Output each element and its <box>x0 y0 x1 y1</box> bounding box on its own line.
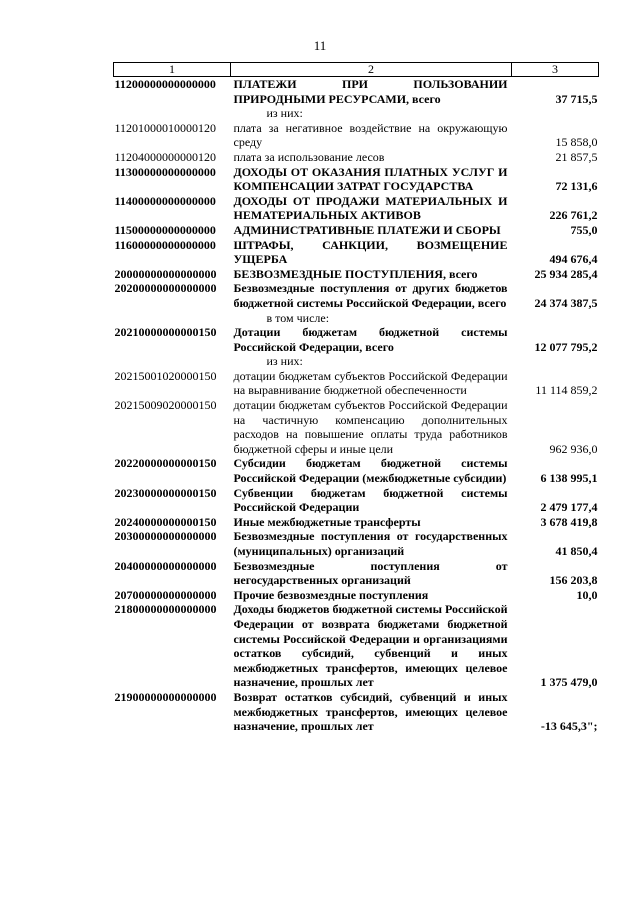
table-row <box>114 369 599 398</box>
row-code: 11201000010000120 <box>114 120 217 135</box>
row-name: БЕЗВОЗМЕЗДНЫЕ ПОСТУПЛЕНИЯ, всего <box>233 266 478 281</box>
row-value: 25 934 285,4 <box>534 266 598 281</box>
row-code: 11500000000000000 <box>114 222 216 237</box>
table-row <box>114 150 599 165</box>
row-value: 41 850,4 <box>555 544 598 558</box>
table-row <box>114 281 599 310</box>
row-name: из них: <box>266 354 303 369</box>
table-row <box>114 529 599 558</box>
row-value: 12 077 795,2 <box>534 339 598 354</box>
row-value: 24 374 387,5 <box>534 295 598 310</box>
table-row <box>114 456 599 485</box>
row-code <box>114 311 231 326</box>
page-number: 11 <box>313 38 327 53</box>
table-row <box>114 325 599 354</box>
table-row <box>114 267 599 282</box>
table-row <box>114 311 599 326</box>
row-name: ШТРАФЫ, САНКЦИИ, ВОЗМЕЩЕНИЕ УЩЕРБА <box>233 237 508 267</box>
row-name: ДОХОДЫ ОТ ПРОДАЖИ МАТЕРИАЛЬНЫХ И НЕМАТЕРИАЛЬНЫХ АКТИВОВ <box>233 193 508 223</box>
table-body <box>114 77 599 734</box>
table-row <box>114 690 599 734</box>
row-name: Безвозмездные поступления от государственных (муниципальных) организаций <box>233 529 508 558</box>
row-code: 11204000000000120 <box>114 149 217 164</box>
table-row <box>114 106 599 121</box>
row-code: 20300000000000000 <box>114 529 217 544</box>
row-value: 1 375 479,0 <box>540 675 598 690</box>
table-row <box>114 238 599 267</box>
table-row <box>114 77 599 107</box>
row-name: в том числе: <box>266 310 330 325</box>
row-code <box>114 106 231 121</box>
row-value: 10,0 <box>576 587 598 602</box>
header-col-2: 2 <box>231 63 512 77</box>
row-name: дотации бюджетам субъектов Российской Федерации на частичную компенсацию дополнительных расходов на повышение оплаты труда работников бюджетной сферы и иные цели <box>233 398 508 456</box>
row-value: 962 936,0 <box>549 441 598 456</box>
row-name: дотации бюджетам субъектов Российской Федерации на выравнивание бюджетной обеспеченности <box>233 368 508 398</box>
row-code: 20400000000000000 <box>114 558 217 573</box>
row-value: 11 114 859,2 <box>535 383 598 398</box>
row-value: 72 131,6 <box>555 179 598 194</box>
row-code: 20000000000000000 <box>114 266 217 281</box>
row-name: ДОХОДЫ ОТ ОКАЗАНИЯ ПЛАТНЫХ УСЛУГ И КОМПЕНСАЦИИ ЗАТРАТ ГОСУДАРСТВА <box>233 164 508 194</box>
row-name: АДМИНИСТРАТИВНЫЕ ПЛАТЕЖИ И СБОРЫ <box>233 222 501 237</box>
row-code: 20215009020000150 <box>114 398 217 413</box>
header-row <box>114 63 599 77</box>
row-name: Доходы бюджетов бюджетной системы Российской Федерации от возврата бюджетами бюджетной системы Российской Федерации и организациями остатков субсидий, субвенций и иных межбюджетных трансфертов, имеющих целевое назначение, прошлых лет <box>233 602 508 690</box>
revenue-table <box>113 62 599 734</box>
row-name: ПЛАТЕЖИ ПРИ ПОЛЬЗОВАНИИ ПРИРОДНЫМИ РЕСУРСАМИ, всего <box>233 77 508 106</box>
row-value <box>512 311 599 326</box>
row-name: Субвенции бюджетам бюджетной системы Российской Федерации <box>233 485 508 515</box>
row-value: -13 645,3"; <box>540 719 598 734</box>
row-code: 11200000000000000 <box>114 77 216 91</box>
row-value: 6 138 995,1 <box>540 471 598 486</box>
row-value: 37 715,5 <box>555 91 598 106</box>
table-row <box>114 515 599 530</box>
row-name: из них: <box>266 106 303 121</box>
row-code: 21800000000000000 <box>114 602 217 617</box>
row-value <box>512 354 599 369</box>
row-code: 20220000000000150 <box>114 456 217 471</box>
row-name: Субсидии бюджетам бюджетной системы Российской Федерации (межбюджетные субсидии) <box>233 456 508 486</box>
table-row <box>114 559 599 588</box>
row-name: Возврат остатков субсидий, субвенций и иных межбюджетных трансфертов, имеющих целевое назначение, прошлых лет <box>233 689 508 734</box>
row-name: Иные межбюджетные трансферты <box>233 514 421 529</box>
row-code: 20200000000000000 <box>114 281 217 296</box>
table-row <box>114 121 599 150</box>
row-code <box>114 354 231 369</box>
row-value: 494 676,4 <box>549 252 598 267</box>
row-value: 226 761,2 <box>549 208 598 223</box>
table-row <box>114 354 599 369</box>
row-value: 755,0 <box>570 222 598 237</box>
table-row <box>114 398 599 456</box>
row-name: Безвозмездные поступления от негосударственных организаций <box>233 558 508 588</box>
table-row <box>114 194 599 223</box>
row-name: Прочие безвозмездные поступления <box>233 587 429 602</box>
row-code: 11400000000000000 <box>114 193 216 208</box>
row-code: 21900000000000000 <box>114 689 217 704</box>
row-code: 20240000000000150 <box>114 514 217 529</box>
table-row <box>114 223 599 238</box>
table-row <box>114 588 599 603</box>
table-row <box>114 486 599 515</box>
row-code: 20700000000000000 <box>114 587 217 602</box>
row-name: Дотации бюджетам бюджетной системы Российской Федерации, всего <box>233 325 508 354</box>
row-name: Безвозмездные поступления от других бюджетов бюджетной системы Российской Федерации, всего <box>233 281 508 310</box>
table-header <box>114 63 599 77</box>
row-value: 156 203,8 <box>549 573 598 588</box>
row-value: 3 678 419,8 <box>540 514 598 529</box>
row-value: 2 479 177,4 <box>540 500 598 515</box>
row-code: 20215001020000150 <box>114 368 217 383</box>
row-code: 11600000000000000 <box>114 237 216 252</box>
row-value <box>512 106 599 121</box>
row-value: 21 857,5 <box>555 149 598 164</box>
row-value: 15 858,0 <box>555 135 598 150</box>
header-col-3: 3 <box>512 63 599 77</box>
table-row <box>114 165 599 194</box>
row-code: 11300000000000000 <box>114 164 216 179</box>
row-name: плата за использование лесов <box>233 149 385 164</box>
header-col-1: 1 <box>114 63 231 77</box>
row-code: 20210000000000150 <box>114 325 217 340</box>
row-name: плата за негативное воздействие на окружающую среду <box>233 120 508 150</box>
row-code: 20230000000000150 <box>114 485 217 500</box>
table-row <box>114 602 599 690</box>
